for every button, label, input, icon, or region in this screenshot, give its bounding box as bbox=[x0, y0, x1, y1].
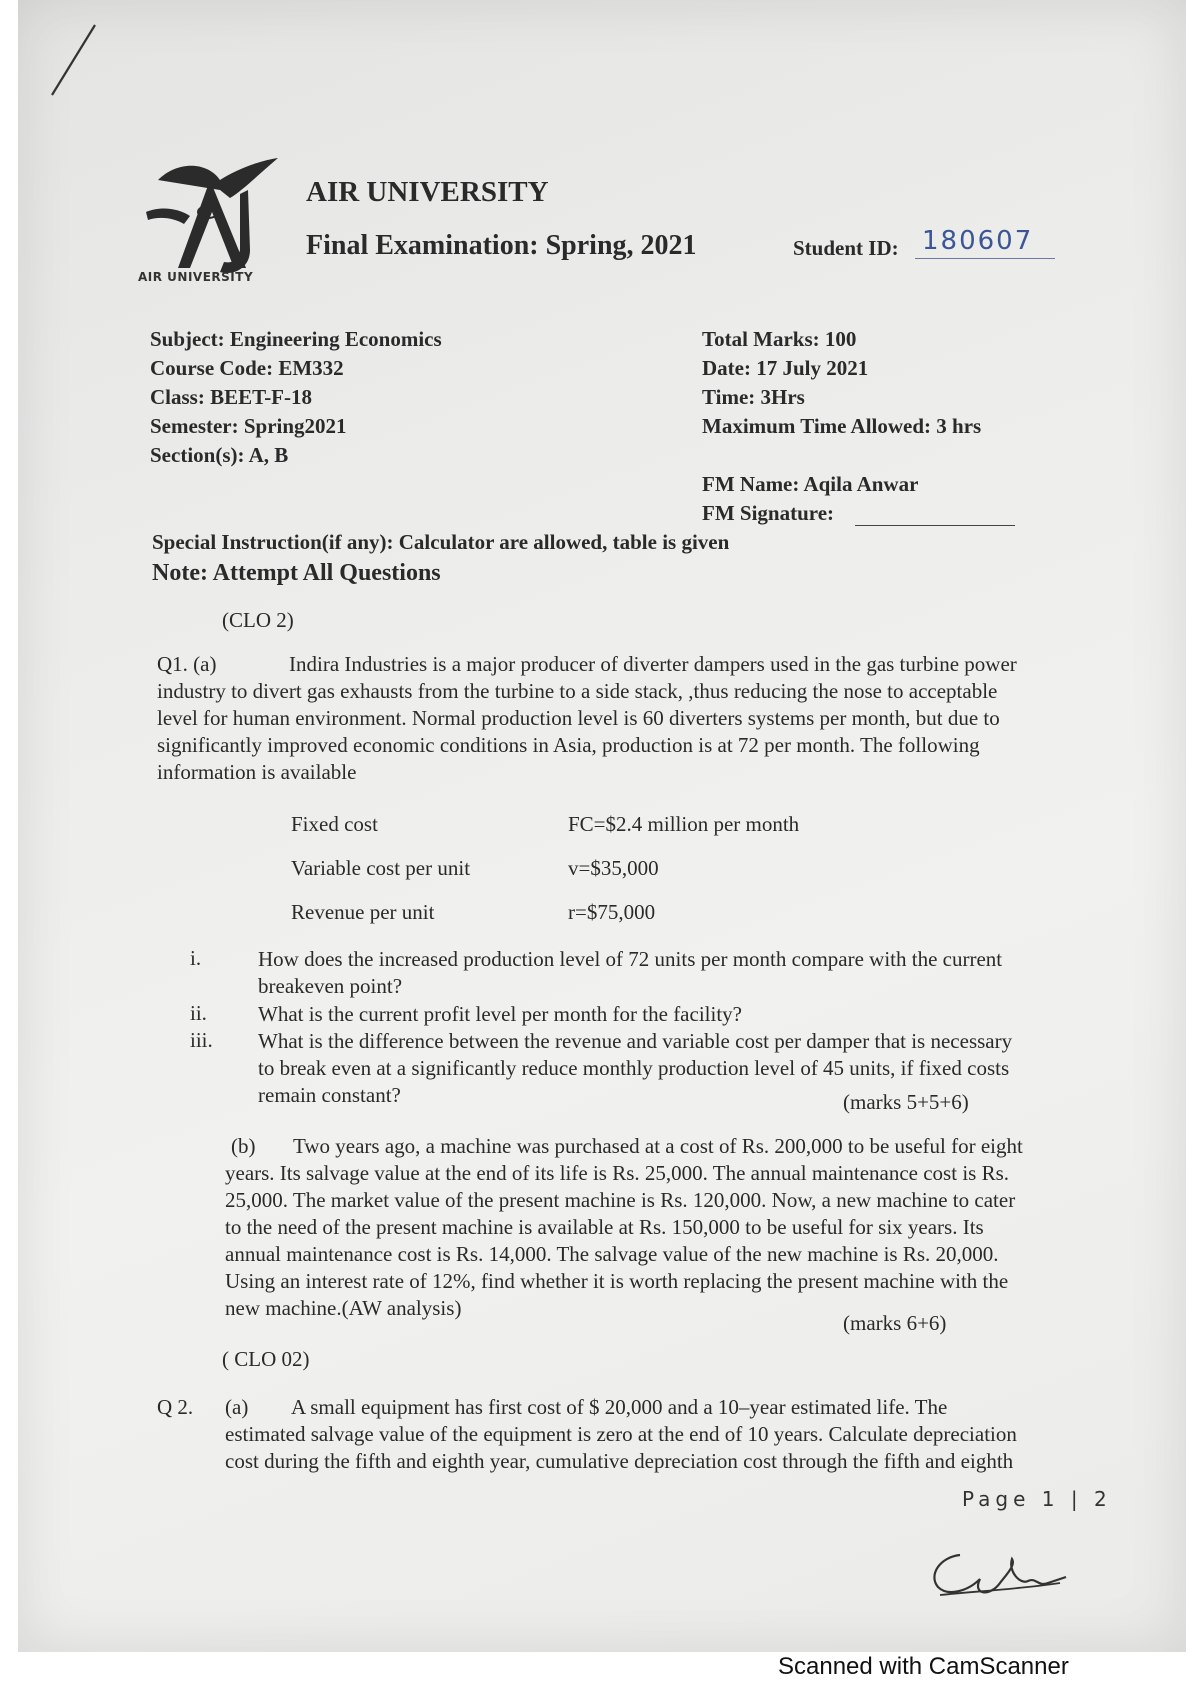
q1a-line-4: significantly improved economic conditions in Asia, production is at 72 per month. The following bbox=[157, 733, 980, 757]
faculty-info bbox=[702, 470, 918, 528]
q2-clo: ( CLO 02) bbox=[222, 1347, 310, 1371]
university-name: AIR UNIVERSITY bbox=[306, 176, 549, 208]
table-label-fixed-cost: Fixed cost bbox=[291, 812, 378, 836]
q2a-line-3: cost during the fifth and eighth year, cumulative depreciation cost through the fifth and eighth bbox=[225, 1449, 1014, 1473]
table-value-revenue: r=$75,000 bbox=[568, 900, 656, 924]
q1a-paragraph bbox=[157, 651, 1097, 786]
subq-iii-text bbox=[258, 1028, 1108, 1109]
semester-line: Semester: Spring2021 bbox=[150, 414, 347, 438]
student-id-value: 180607 bbox=[922, 226, 1034, 256]
q2a-label: (a) bbox=[225, 1395, 249, 1419]
fm-signature-line: FM Signature: bbox=[702, 501, 835, 525]
q1b-line-3: 25,000. The market value of the present machine is Rs. 120,000. Now, a new machine to cater bbox=[225, 1188, 1016, 1212]
air-university-logo bbox=[138, 150, 284, 290]
handwritten-signature bbox=[920, 1535, 1070, 1605]
subq-i-text bbox=[258, 946, 1098, 1000]
subq-i-number: i. bbox=[190, 946, 202, 970]
exam-info bbox=[702, 325, 981, 441]
table-value-variable-cost: v=$35,000 bbox=[568, 856, 659, 880]
max-time-line: Maximum Time Allowed: 3 hrs bbox=[702, 414, 982, 438]
subq-ii-text bbox=[258, 1001, 1098, 1028]
table-label-revenue: Revenue per unit bbox=[291, 900, 435, 924]
subq-iii-line-3: remain constant? bbox=[258, 1083, 401, 1107]
subq-i-line-2: breakeven point? bbox=[258, 974, 403, 998]
q1a-line-5: information is available bbox=[157, 760, 357, 784]
scanner-footer: Scanned with CamScanner bbox=[778, 1653, 1069, 1680]
table-label-variable-cost: Variable cost per unit bbox=[291, 856, 471, 880]
q1a-line-1: Indira Industries is a major producer of diverter dampers used in the gas turbine power bbox=[289, 652, 1017, 676]
q2a-paragraph bbox=[225, 1394, 1105, 1475]
q1b-line-6: Using an interest rate of 12%, find whether it is worth replacing the present machine with the bbox=[225, 1269, 1009, 1293]
q1a-marks: (marks 5+5+6) bbox=[843, 1090, 969, 1114]
q1b-line-4: to the need of the present machine is available at Rs. 150,000 to be useful for six years. Its bbox=[225, 1215, 984, 1239]
class-line: Class: BEET-F-18 bbox=[150, 385, 313, 409]
q2-label: Q 2. bbox=[157, 1395, 194, 1419]
q1a-line-2: industry to divert gas exhausts from the turbine to a side stack, ,thus reducing the nose to acceptable bbox=[157, 679, 998, 703]
q1b-marks: (marks 6+6) bbox=[843, 1311, 947, 1335]
subq-iii-line-2: to break even at a significantly reduce monthly production level of 45 units, if fixed costs bbox=[258, 1056, 1010, 1080]
total-marks-line: Total Marks: 100 bbox=[702, 327, 857, 351]
subq-ii-line-1: What is the current profit level per month for the facility? bbox=[258, 1002, 742, 1026]
exam-title: Final Examination: Spring, 2021 bbox=[306, 230, 697, 261]
sections-line: Section(s): A, B bbox=[150, 443, 289, 467]
q2a-line-2: estimated salvage value of the equipment is zero at the end of 10 years. Calculate depreciation bbox=[225, 1422, 1017, 1446]
note-heading: Note: Attempt All Questions bbox=[152, 560, 441, 586]
q1-clo: (CLO 2) bbox=[222, 608, 294, 632]
table-value-fixed-cost: FC=$2.4 million per month bbox=[568, 812, 800, 836]
pen-stroke-mark bbox=[40, 20, 100, 100]
q2a-line-1: A small equipment has first cost of $ 20,000 and a 10–year estimated life. The bbox=[291, 1395, 948, 1419]
fm-name-line: FM Name: Aqila Anwar bbox=[702, 472, 919, 496]
q1a-line-3: level for human environment. Normal production level is 60 diverters systems per month, but due to bbox=[157, 706, 1000, 730]
subq-ii-number: ii. bbox=[190, 1001, 207, 1025]
course-info bbox=[150, 325, 442, 470]
student-id-label: Student ID: bbox=[793, 236, 899, 260]
subq-iii-number: iii. bbox=[190, 1028, 213, 1052]
q1b-line-2: years. Its salvage value at the end of its life is Rs. 25,000. The annual maintenance cost is Rs. bbox=[225, 1161, 1010, 1185]
date-line: Date: 17 July 2021 bbox=[702, 356, 869, 380]
subq-i-line-1: How does the increased production level of 72 units per month compare with the current bbox=[258, 947, 1003, 971]
fm-signature-underline bbox=[855, 525, 1015, 526]
page-number: Page 1 | 2 bbox=[962, 1487, 1112, 1511]
time-line: Time: 3Hrs bbox=[702, 385, 805, 409]
q1b-line-1: Two years ago, a machine was purchased at a cost of Rs. 200,000 to be useful for eight bbox=[293, 1134, 1023, 1158]
logo-caption: AIR UNIVERSITY bbox=[138, 270, 254, 284]
special-instruction: Special Instruction(if any): Calculator are allowed, table is given bbox=[152, 530, 730, 554]
subq-iii-line-1: What is the difference between the revenue and variable cost per damper that is necessary bbox=[258, 1029, 1013, 1053]
q1b-paragraph bbox=[225, 1133, 1105, 1322]
course-code-line: Course Code: EM332 bbox=[150, 356, 344, 380]
q1b-line-7: new machine.(AW analysis) bbox=[225, 1296, 462, 1320]
q1a-label: Q1. (a) bbox=[157, 652, 217, 676]
student-id-underline bbox=[915, 258, 1055, 259]
subject-line: Subject: Engineering Economics bbox=[150, 327, 442, 351]
q1b-label: (b) bbox=[231, 1134, 256, 1158]
q1b-line-5: annual maintenance cost is Rs. 14,000. The salvage value of the new machine is Rs. 20,000. bbox=[225, 1242, 999, 1266]
